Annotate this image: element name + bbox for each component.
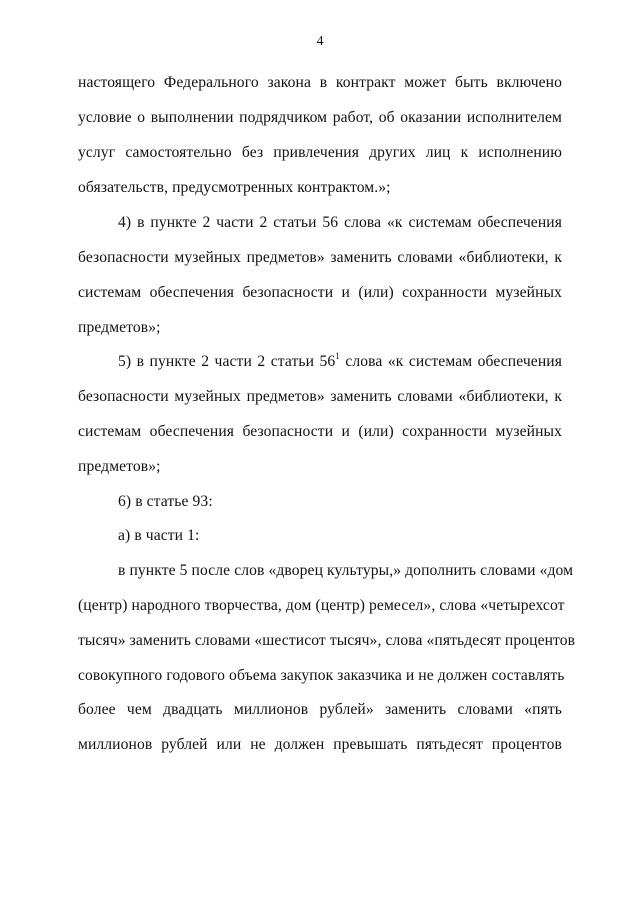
paragraph-line: системам обеспечения безопасности и (или) сохранности музейных (78, 423, 562, 440)
page-number: 4 (316, 34, 324, 49)
paragraph-line: предметов»; (78, 319, 161, 336)
paragraph-line: предметов»; (78, 458, 161, 475)
paragraph-line: в пункте 5 после слов «дворец культуры,» дополнить словами «дом (118, 562, 574, 579)
paragraph-line: а) в части 1: (118, 527, 200, 544)
paragraph-line: обязательств, предусмотренных контрактом.»; (78, 179, 391, 196)
line-text: 5) в пункте 2 части 2 статьи 56 (118, 353, 336, 370)
paragraph-line: настоящего Федерального закона в контракт может быть включено (78, 74, 562, 91)
paragraph-line: условие о выполнении подрядчиком работ, об оказании исполнителем (78, 109, 562, 126)
line-text: слова «к системам обеспечения (339, 353, 562, 370)
superscript: 1 (335, 350, 340, 361)
paragraph-line: 6) в статье 93: (118, 493, 213, 510)
paragraph-line: 4) в пункте 2 части 2 статьи 56 слова «к системам обеспечения (118, 214, 562, 231)
paragraph-line: безопасности музейных предметов» заменить словами «библиотеки, к (78, 249, 562, 266)
paragraph-line: услуг самостоятельно без привлечения других лиц к исполнению (78, 144, 562, 161)
paragraph-line: системам обеспечения безопасности и (или) сохранности музейных (78, 284, 562, 301)
paragraph-line (118, 352, 562, 372)
paragraph-line: безопасности музейных предметов» заменить словами «библиотеки, к (78, 388, 562, 405)
paragraph-line: миллионов рублей или не должен превышать пятьдесят процентов (78, 736, 562, 753)
paragraph-line: совокупного годового объема закупок заказчика и не должен составлять (78, 667, 565, 684)
paragraph-line: тысяч» заменить словами «шестисот тысяч», слова «пятьдесят процентов (78, 632, 576, 649)
paragraph-line: более чем двадцать миллионов рублей» заменить словами «пять (78, 701, 562, 718)
paragraph-line: (центр) народного творчества, дом (центр) ремесел», слова «четырехсот (78, 597, 565, 614)
